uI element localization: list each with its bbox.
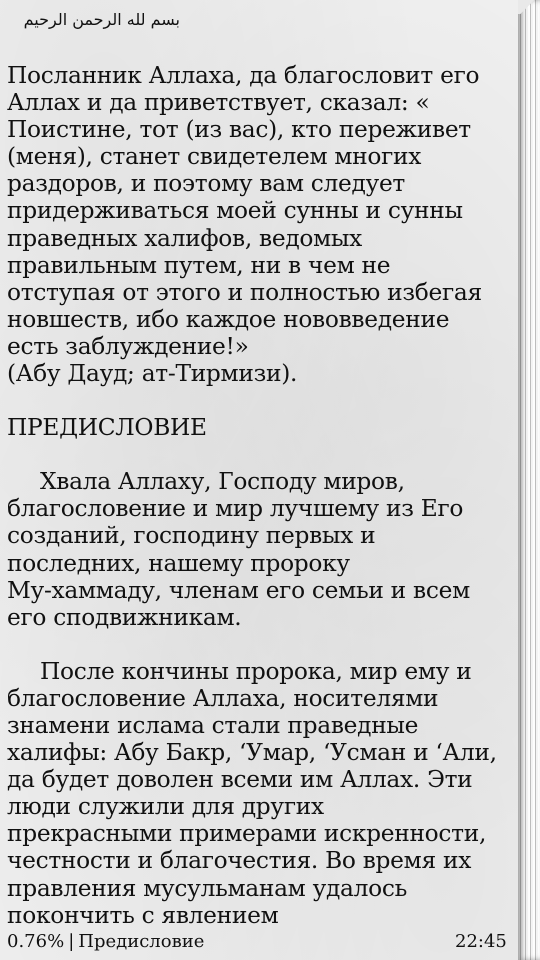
quote-line: новшеств, ибо каждое нововведение (7, 305, 450, 333)
page-corner (518, 0, 540, 14)
reading-position (7, 928, 204, 956)
paragraph-line: благословение Аллаха, носителями (7, 684, 439, 712)
paragraph-line: знамени ислама стали праведные (7, 711, 419, 739)
paragraph-line: Хвала Аллаху, Господу миров, (40, 468, 405, 496)
paragraph-gap (7, 441, 517, 468)
paragraph-line: созданий, господину первых и (7, 522, 376, 550)
paragraph-gap (7, 631, 517, 658)
quote-line: отступая от этого и полностью избегая (7, 278, 482, 306)
quote-line: раздоров, и поэтому вам следует (7, 170, 406, 198)
paragraph-line: последних, нашему пророку (7, 549, 350, 577)
footer-separator: | (68, 931, 75, 952)
quote-line: Аллах и да приветствует, сказал: « (7, 89, 430, 117)
clock-time: 22:45 (455, 931, 507, 952)
quote-line: Посланник Аллаха, да благословит его (7, 62, 480, 89)
status-footer (0, 928, 518, 956)
quote-line: придерживаться моей сунны и сунны (7, 197, 463, 225)
paragraph-line: благословение и мир лучшему из Его (7, 495, 464, 523)
quote-source: (Абу Дауд; ат-Тирмизи). (7, 360, 298, 388)
paragraph-line: Му-хаммаду, членам его семьи и всем (7, 576, 470, 604)
quote-line: правильным путем, ни в чем не (7, 251, 391, 279)
paragraph-line: халифы: Абу Бакр, ‘Умар, ‘Усман и ‘Али, (7, 739, 497, 767)
paragraph-line: покончить с явлением (7, 901, 279, 929)
paragraph-line: правления мусульманам удалось (7, 874, 408, 902)
quote-line: праведных халифов, ведомых (7, 224, 363, 252)
paragraph-line: его сподвижникам. (7, 603, 242, 631)
paragraph-line: честности и благочестия. Во время их (7, 847, 472, 875)
quote-line: Поистине, тот (из вас), кто переживет (7, 116, 471, 144)
quote-line: (меня), станет свидетелем многих (7, 143, 422, 171)
section-title: ПРЕДИСЛОВИЕ (7, 414, 207, 442)
quote-line: есть заблуждение!» (7, 332, 249, 360)
book-header-title: بسم لله الرحمن الرحيم (23, 10, 180, 29)
paragraph-line: люди служили для других (7, 793, 324, 821)
paragraph-gap (7, 387, 517, 414)
paragraph-line: После кончины пророка, мир ему и (40, 657, 472, 685)
paragraph-line: прекрасными примерами искренности, (7, 820, 487, 848)
page-edge-stack (518, 0, 540, 960)
paragraph-line: да будет доволен всеми им Аллах. Эти (7, 766, 473, 794)
progress-percent: 0.76% (7, 931, 65, 952)
chapter-name: Предисловие (78, 931, 205, 952)
book-text (7, 62, 517, 929)
